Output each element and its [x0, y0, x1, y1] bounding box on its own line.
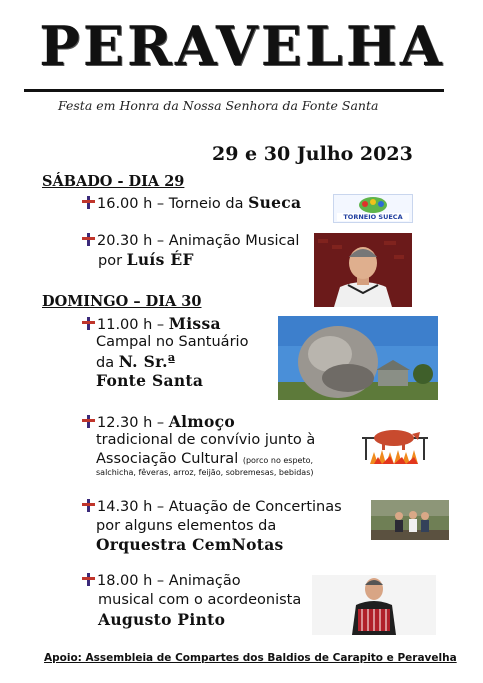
torneio-sueca-badge [333, 194, 413, 223]
concertinas-photo [371, 500, 449, 540]
event-augusto-line2: musical com o acordeonista [98, 592, 302, 608]
pig-roast-icon [360, 424, 430, 466]
event-missa-line2: Campal no Santuário [96, 334, 249, 350]
luis-ef-photo [314, 233, 412, 307]
bullet-icon [82, 415, 95, 428]
title-divider [24, 89, 444, 92]
sponsor-footer: Apoio: Assembleia de Compartes dos Baldios de Carapito e Peravelha [44, 652, 457, 664]
event-augusto-pinto: 18.00 h – Animação [82, 572, 241, 591]
augusto-pinto-photo [312, 575, 436, 635]
event-missa: 11.00 h – Missa [82, 314, 221, 335]
event-almoco-note: salchicha, fêveras, arroz, feijão, sobremesas, bebidas) [96, 468, 314, 477]
bullet-icon [82, 499, 95, 512]
event-concertinas: 14.30 h – Atuação de Concertinas [82, 498, 342, 517]
event-almoco-line3: Associação Cultural (porco no espeto, [96, 451, 314, 467]
bullet-icon [82, 317, 95, 330]
boulder-photo [278, 316, 438, 400]
event-missa-line3: da N. Sr.ª [96, 352, 176, 371]
event-sueca: 16.00 h – Torneio da Sueca [82, 193, 301, 214]
event-date: 29 e 30 Julho 2023 [212, 143, 413, 165]
bullet-icon [82, 196, 95, 209]
event-concertinas-line2: por alguns elementos da [96, 518, 277, 534]
event-concertinas-line3: Orquestra CemNotas [96, 535, 284, 554]
bullet-icon [82, 233, 95, 246]
badge-label: TORNEIO SUECA [343, 213, 403, 221]
event-almoco-line2: tradicional de convívio junto à [96, 432, 316, 448]
poster-title: PERAVELHA [39, 14, 445, 78]
bullet-icon [82, 573, 95, 586]
event-missa-line4: Fonte Santa [96, 371, 204, 390]
saturday-heading: SÁBADO - DIA 29 [42, 173, 185, 190]
event-almoco: 12.30 h – Almoço [82, 412, 235, 433]
event-luis-ef: 20.30 h – Animação Musical [82, 232, 299, 251]
sunday-heading: DOMINGO – DIA 30 [42, 293, 202, 310]
poster-subtitle: Festa em Honra da Nossa Senhora da Fonte Santa [58, 98, 379, 113]
event-luis-ef-line2: por Luís ÉF [98, 250, 194, 269]
event-augusto-line3: Augusto Pinto [98, 610, 226, 629]
